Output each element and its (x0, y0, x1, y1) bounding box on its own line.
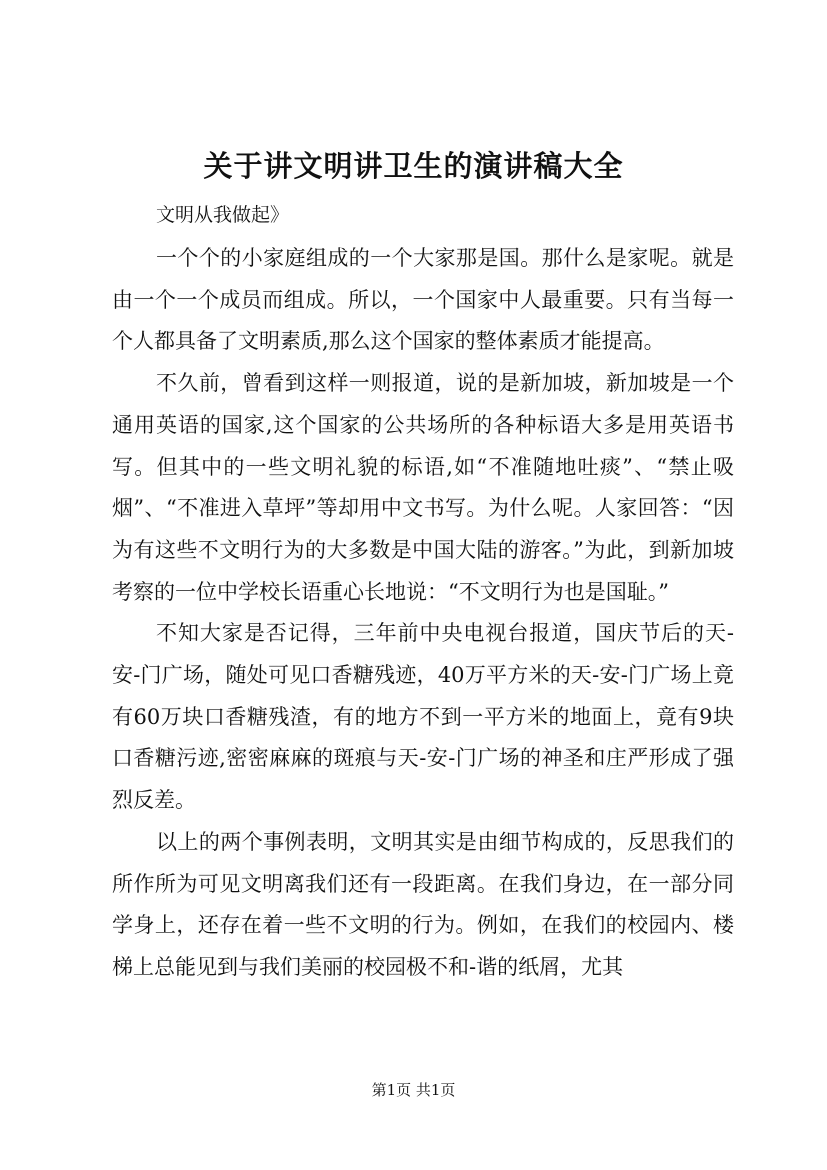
page-footer: 第1页 共1页 (371, 1081, 456, 1099)
document-title: 关于讲文明讲卫生的演讲稿大全 (203, 149, 624, 183)
document-subtitle: 文明从我做起》 (156, 204, 290, 226)
document-body (112, 238, 734, 989)
paragraph: 不久前，曾看到这样一则报道，说的是新加坡，新加坡是一个通用英语的国家,这个国家的公共场所的各种标语大多是用英语书写。但其中的一些文明礼貌的标语,如“不准随地吐痰”、“禁止吸烟”、“不准进入草坪”等却用中文书写。为什么呢。人家回答：“因为有这些不文明行为的大多数是中国大陆的游客。”为此，到新加坡考察的一位中学校长语重心长地说：“不文明行为也是国耻。” (112, 371, 734, 604)
paragraph: 不知大家是否记得，三年前中央电视台报道，国庆节后的天-安-门广场，随处可见口香糖残迹，40万平方米的天-安-门广场上竟有60万块口香糖残渣，有的地方不到一平方米的地面上，竟有9块口香糖污迹,密密麻麻的斑痕与天-安-门广场的神圣和庄严形成了强烈反差。 (112, 621, 734, 813)
paragraph: 以上的两个事例表明，文明其实是由细节构成的，反思我们的所作所为可见文明离我们还有一段距离。在我们身边，在一部分同学身上，还存在着一些不文明的行为。例如，在我们的校园内、楼梯上总能见到与我们美丽的校园极不和-谐的纸屑，尤其 (112, 829, 734, 979)
paragraph: 一个个的小家庭组成的一个大家那是国。那什么是家呢。就是由一个一个成员而组成。所以，一个国家中人最重要。只有当每一个人都具备了文明素质,那么这个国家的整体素质才能提高。 (112, 246, 734, 354)
